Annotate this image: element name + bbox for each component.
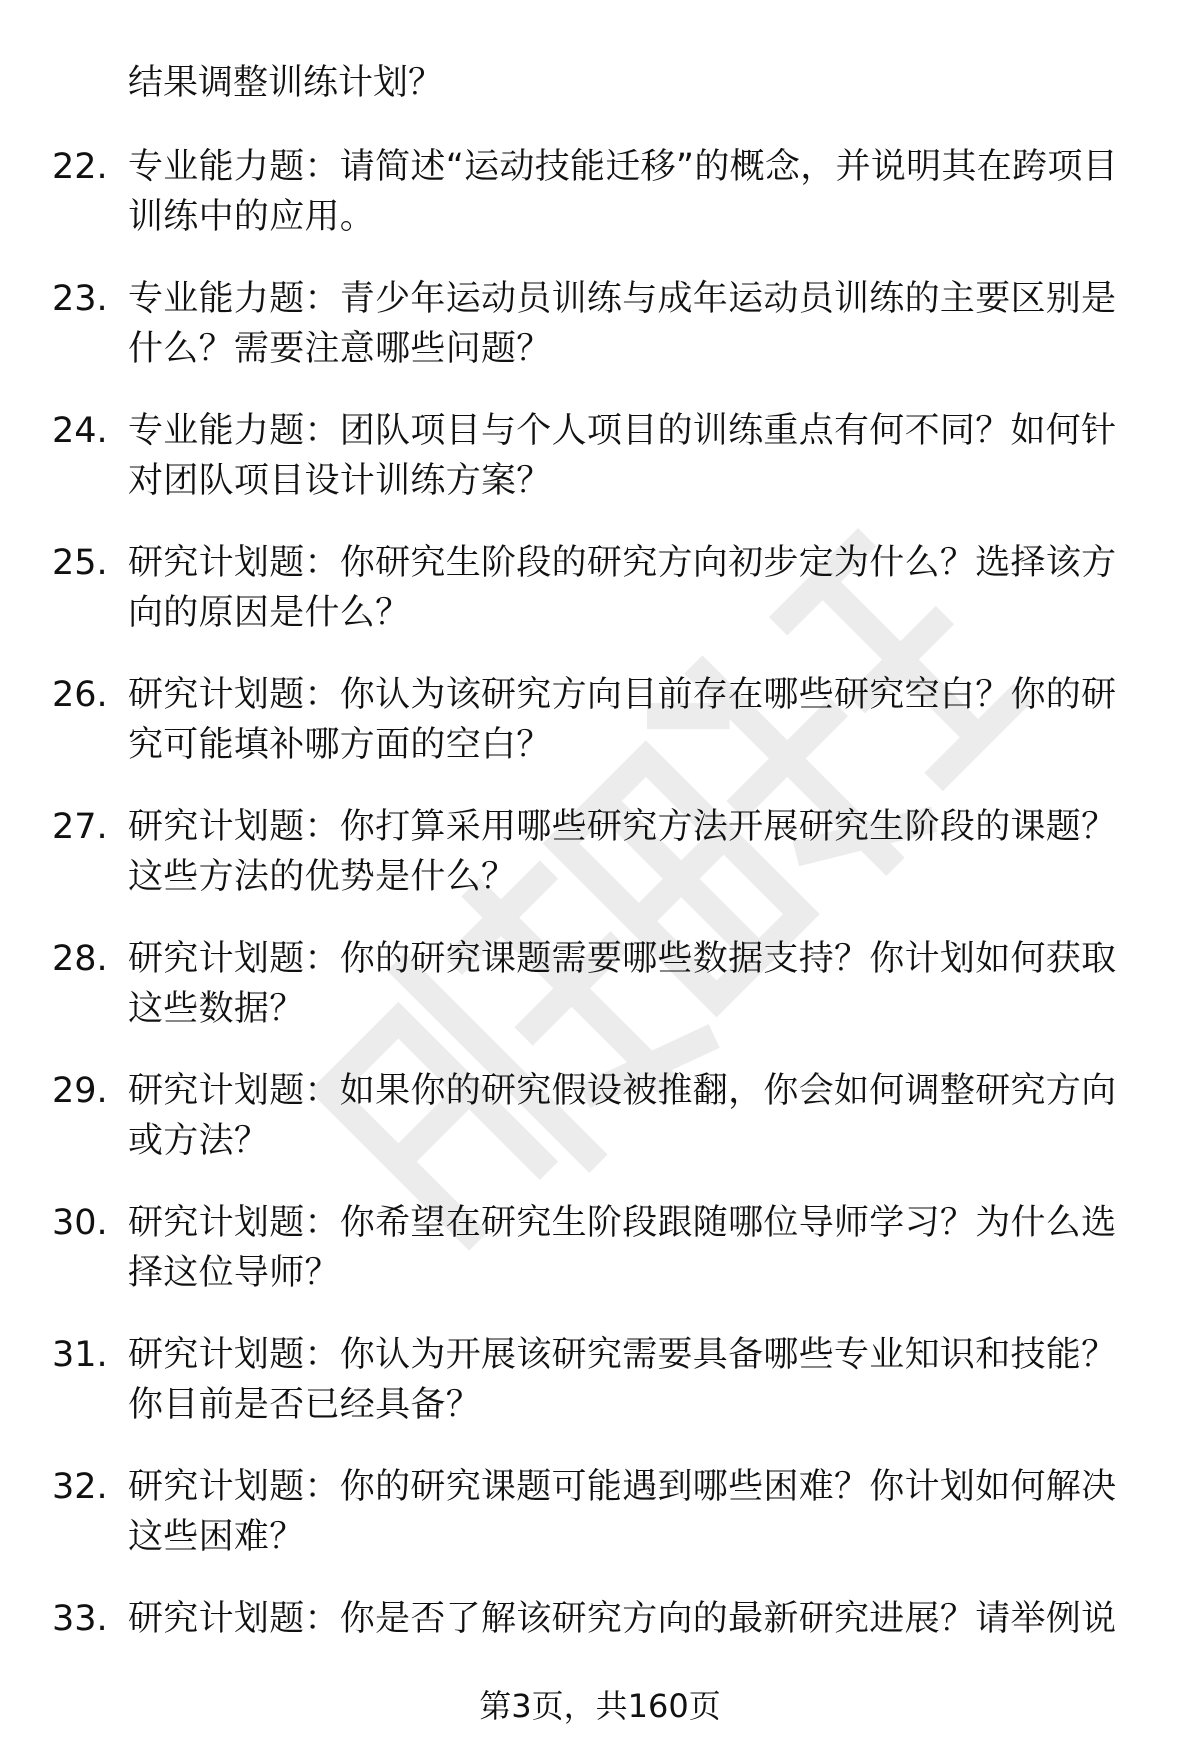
question-text: 研究计划题：如果你的研究假设被推翻，你会如何调整研究方向或方法？ <box>128 1071 1117 1161</box>
question-text: 研究计划题：你打算采用哪些研究方法开展研究生阶段的课题？这些方法的优势是什么？ <box>128 807 1117 897</box>
question-number: 26. <box>52 675 108 715</box>
continuation-text: 结果调整训练计划？ <box>128 63 444 103</box>
question-number: 30. <box>52 1203 108 1243</box>
question-text: 研究计划题：你的研究课题可能遇到哪些困难？你计划如何解决这些困难？ <box>128 1467 1117 1557</box>
question-text: 专业能力题：请简述“运动技能迁移”的概念，并说明其在跨项目训练中的应用。 <box>128 147 1118 237</box>
question-number: 22. <box>52 147 108 187</box>
question-item <box>0 934 1200 1066</box>
question-item <box>0 1330 1200 1462</box>
question-item <box>0 1198 1200 1330</box>
question-number: 27. <box>52 807 108 847</box>
question-number: 29. <box>52 1071 108 1111</box>
question-text: 研究计划题：你认为开展该研究需要具备哪些专业知识和技能？你目前是否已经具备？ <box>128 1335 1117 1425</box>
question-number: 28. <box>52 939 108 979</box>
question-text: 研究计划题：你是否了解该研究方向的最新研究进展？请举例说 <box>128 1599 1117 1639</box>
question-item <box>0 1066 1200 1198</box>
question-number: 23. <box>52 279 108 319</box>
question-item <box>0 406 1200 538</box>
question-text: 研究计划题：你希望在研究生阶段跟随哪位导师学习？为什么选择这位导师？ <box>128 1203 1117 1293</box>
question-text: 研究计划题：你研究生阶段的研究方向初步定为什么？选择该方向的原因是什么？ <box>128 543 1117 633</box>
question-item <box>0 802 1200 934</box>
question-item <box>0 670 1200 802</box>
page-footer: 第3页，共160页 <box>479 1687 721 1725</box>
question-list <box>0 142 1200 1726</box>
question-number: 24. <box>52 411 108 451</box>
question-number: 31. <box>52 1335 108 1375</box>
question-text: 专业能力题：团队项目与个人项目的训练重点有何不同？如何针对团队项目设计训练方案？ <box>128 411 1117 501</box>
question-item <box>0 274 1200 406</box>
question-text: 专业能力题：青少年运动员训练与成年运动员训练的主要区别是什么？需要注意哪些问题？ <box>128 279 1117 369</box>
question-text: 研究计划题：你认为该研究方向目前存在哪些研究空白？你的研究可能填补哪方面的空白？ <box>128 675 1117 765</box>
question-number: 33. <box>52 1599 108 1639</box>
question-item <box>0 538 1200 670</box>
question-number: 32. <box>52 1467 108 1507</box>
question-text: 研究计划题：你的研究课题需要哪些数据支持？你计划如何获取这些数据？ <box>128 939 1117 1029</box>
question-number: 25. <box>52 543 108 583</box>
question-item <box>0 142 1200 274</box>
question-item <box>0 1462 1200 1594</box>
